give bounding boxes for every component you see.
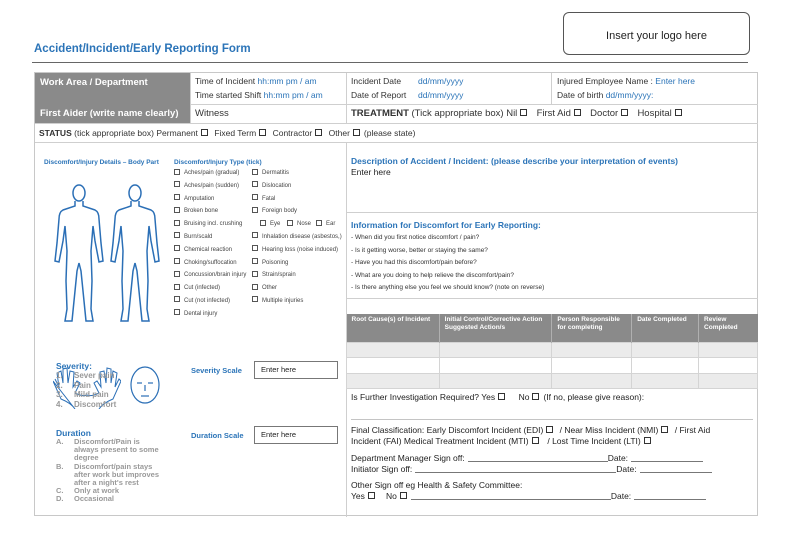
- table-cell[interactable]: [632, 342, 699, 358]
- form-title: Accident/Incident/Early Reporting Form: [34, 43, 251, 55]
- injury-type-item[interactable]: Inhalation disease (asbestos,): [252, 231, 346, 244]
- root-cause-table: [346, 314, 758, 389]
- edi-checkbox[interactable]: [546, 426, 553, 433]
- checkbox: [252, 232, 258, 238]
- col-header-date-completed: Date Completed: [632, 314, 699, 342]
- initiator-signature-line[interactable]: [415, 465, 616, 473]
- checkbox: [174, 232, 180, 238]
- logo-placeholder-text: Insert your logo here: [606, 29, 707, 42]
- checkbox: [174, 220, 180, 226]
- checkbox: [252, 181, 258, 187]
- injury-type-item[interactable]: Poisoning: [252, 257, 346, 270]
- checkbox: [174, 207, 180, 213]
- checkbox: [174, 258, 180, 264]
- nmi-checkbox[interactable]: [661, 426, 668, 433]
- injury-type-item[interactable]: Broken bone: [174, 205, 246, 218]
- other-signoff-label: Other Sign off eg Health & Safety Committee:: [351, 480, 523, 490]
- logo-placeholder[interactable]: [563, 12, 750, 55]
- injury-type-item[interactable]: Amputation: [174, 193, 246, 206]
- checkbox: [252, 271, 258, 277]
- injury-type-item[interactable]: Aches/pain (sudden): [174, 180, 246, 193]
- duration-scale-input[interactable]: Enter here: [254, 426, 338, 444]
- checkbox: [252, 169, 258, 175]
- table-cell[interactable]: [439, 358, 552, 374]
- dept-manager-signature-line[interactable]: [468, 454, 608, 462]
- witness-field[interactable]: Witness: [195, 108, 229, 119]
- description-title: Description of Accident / Incident: (please describe your interpretation of events): [351, 156, 678, 166]
- foreign-body-subtypes: Eye Nose Ear: [252, 218, 346, 231]
- injury-type-item[interactable]: Strain/sprain: [252, 269, 346, 282]
- injured-employee-field[interactable]: Injured Employee Name : Enter here: [557, 76, 695, 86]
- table-row: [347, 342, 758, 358]
- title-divider: [32, 62, 748, 63]
- table-cell[interactable]: [439, 342, 552, 358]
- status-permanent-checkbox[interactable]: [201, 129, 208, 136]
- severity-scale-label: Severity Scale: [191, 366, 242, 375]
- classification-line-1: Final Classification: Early Discomfort Incident (EDI) / Near Miss Incident (NMI) / First Aid: [351, 425, 711, 435]
- injury-type-item[interactable]: Multiple injuries: [252, 295, 346, 308]
- investigation-no-checkbox[interactable]: [532, 393, 539, 400]
- table-cell[interactable]: [347, 358, 440, 374]
- table-cell[interactable]: [632, 373, 699, 389]
- injury-type-item[interactable]: Dermatitis: [252, 167, 346, 180]
- status-row: STATUS (tick appropriate box) Permanent Fixed Term Contractor Other (please state): [39, 128, 416, 138]
- injury-type-item[interactable]: Cut (infected): [174, 282, 246, 295]
- other-signoff-date-line[interactable]: [634, 492, 706, 500]
- checkbox: [252, 284, 258, 290]
- col-header-person-responsible: Person Responsible for completing: [552, 314, 632, 342]
- checkbox: [252, 296, 258, 302]
- checkbox: [174, 309, 180, 315]
- injury-type-item[interactable]: Dental injury: [174, 308, 246, 321]
- investigation-row: Is Further Investigation Required? Yes No (If no, please give reason):: [351, 392, 645, 402]
- table-cell[interactable]: [347, 342, 440, 358]
- injury-type-item[interactable]: Bruising incl. crushing: [174, 218, 246, 231]
- time-of-incident-field[interactable]: Time of Incident hh:mm pm / am: [195, 76, 317, 86]
- initiator-date-line[interactable]: [640, 465, 712, 473]
- treatment-doctor-checkbox[interactable]: [621, 109, 628, 116]
- injury-type-item[interactable]: Hearing loss (noise induced): [252, 244, 346, 257]
- other-signoff-signature-line[interactable]: [411, 492, 611, 500]
- table-cell[interactable]: [699, 373, 758, 389]
- table-cell[interactable]: [552, 342, 632, 358]
- eye-checkbox[interactable]: [260, 220, 266, 226]
- other-signoff-no-checkbox[interactable]: [400, 492, 407, 499]
- checkbox: [174, 284, 180, 290]
- checkbox: [174, 245, 180, 251]
- treatment-hospital-checkbox[interactable]: [675, 109, 682, 116]
- early-reporting-title: Information for Discomfort for Early Reporting:: [351, 220, 541, 230]
- checkbox: [252, 258, 258, 264]
- table-cell[interactable]: [699, 342, 758, 358]
- injury-type-item[interactable]: Foreign body: [252, 205, 346, 218]
- table-row: [347, 358, 758, 374]
- body-diagram-icon[interactable]: [49, 181, 167, 349]
- severity-scale-input[interactable]: Enter here: [254, 361, 338, 379]
- mti-checkbox[interactable]: [532, 437, 539, 444]
- injury-type-item[interactable]: Cut (not infected): [174, 295, 246, 308]
- injury-type-item[interactable]: Burn/scald: [174, 231, 246, 244]
- injury-type-item[interactable]: Other: [252, 282, 346, 295]
- checkbox: [174, 169, 180, 175]
- early-reporting-questions: - When did you first notice discomfort / pain? - Is it getting worse, better or staying the same? - Have you had this discomfort/pain before? - What are you doing to help relieve the discomfort/pain? - Is there anything else you feel we should know? (note on reverse): [351, 234, 545, 292]
- dept-manager-signoff: Department Manager Sign off: Date:: [351, 453, 703, 463]
- col-header-corrective-action: Initial Control/Corrective Action Suggested Action/s: [439, 314, 552, 342]
- injury-type-item[interactable]: Chemical reaction: [174, 244, 246, 257]
- work-area-label: Work Area / Department: [35, 73, 190, 104]
- incident-date-field[interactable]: Incident Date dd/mm/yyyy: [351, 76, 464, 86]
- initiator-signoff: Initiator Sign off: Date:: [351, 464, 712, 474]
- status-fixed-term-checkbox[interactable]: [259, 129, 266, 136]
- injury-type-item[interactable]: Dislocation: [252, 180, 346, 193]
- description-input[interactable]: Enter here: [351, 167, 391, 177]
- duration-scale-label: Duration Scale: [191, 431, 244, 440]
- checkbox: [174, 271, 180, 277]
- other-signoff-yes-checkbox[interactable]: [368, 492, 375, 499]
- first-aider-label: First Aider (write name clearly): [35, 104, 190, 123]
- time-started-shift-field[interactable]: Time started Shift hh:mm pm / am: [195, 90, 323, 100]
- date-of-birth-field[interactable]: Date of birth dd/mm/yyyy:: [557, 90, 654, 100]
- status-contractor-checkbox[interactable]: [315, 129, 322, 136]
- table-cell[interactable]: [632, 358, 699, 374]
- table-cell[interactable]: [552, 373, 632, 389]
- duration-legend: Duration A. Discomfort/Pain is always present to some degree B. Discomfort/pain stays after work but improves after a night's rest C. Only at work D. Occasional: [56, 428, 160, 504]
- checkbox: [252, 245, 258, 251]
- dept-manager-date-line[interactable]: [631, 454, 703, 462]
- checkbox: [252, 194, 258, 200]
- table-row: [347, 373, 758, 389]
- body-part-title: Discomfort/Injury Details – Body Part: [44, 159, 159, 166]
- investigation-yes-checkbox[interactable]: [498, 393, 505, 400]
- table-cell[interactable]: [347, 373, 440, 389]
- injury-type-item[interactable]: Aches/pain (gradual): [174, 167, 246, 180]
- table-cell[interactable]: [699, 358, 758, 374]
- checkbox: [252, 207, 258, 213]
- face-diagram-icon[interactable]: [126, 365, 164, 407]
- classification-line-2: Incident (FAI) Medical Treatment Incident (MTI) / Lost Time Incident (LTI): [351, 436, 655, 446]
- col-header-root-cause: Root Cause(s) of Incident: [347, 314, 440, 342]
- treatment-row: TREATMENT (Tick appropriate box) Nil First Aid Doctor Hospital: [351, 108, 686, 119]
- report-form: [34, 72, 758, 516]
- status-other-checkbox[interactable]: [353, 129, 360, 136]
- injury-type-list-col2: [252, 167, 346, 308]
- ear-checkbox[interactable]: [316, 220, 322, 226]
- other-signoff-row: Yes No Date:: [351, 491, 706, 501]
- date-of-report-field[interactable]: Date of Report dd/mm/yyyy: [351, 90, 464, 100]
- treatment-nil-checkbox[interactable]: [520, 109, 527, 116]
- injury-type-item[interactable]: Concussion/brain injury: [174, 269, 246, 282]
- injury-type-item[interactable]: Choking/suffocation: [174, 257, 246, 270]
- injury-type-title: Discomfort/Injury Type (tick): [174, 159, 262, 166]
- severity-legend: Severity: 1. Sever pain 2. Pain 3. Mild pain 4. Discomfort: [56, 361, 117, 409]
- checkbox: [174, 181, 180, 187]
- table-cell[interactable]: [552, 358, 632, 374]
- lti-checkbox[interactable]: [644, 437, 651, 444]
- col-header-review-completed: Review Completed: [699, 314, 758, 342]
- checkbox: [174, 296, 180, 302]
- injury-type-list-col1: [174, 167, 246, 321]
- injury-type-item[interactable]: Fatal: [252, 193, 346, 206]
- treatment-first-aid-checkbox[interactable]: [574, 109, 581, 116]
- nose-checkbox[interactable]: [287, 220, 293, 226]
- table-cell[interactable]: [439, 373, 552, 389]
- checkbox: [174, 194, 180, 200]
